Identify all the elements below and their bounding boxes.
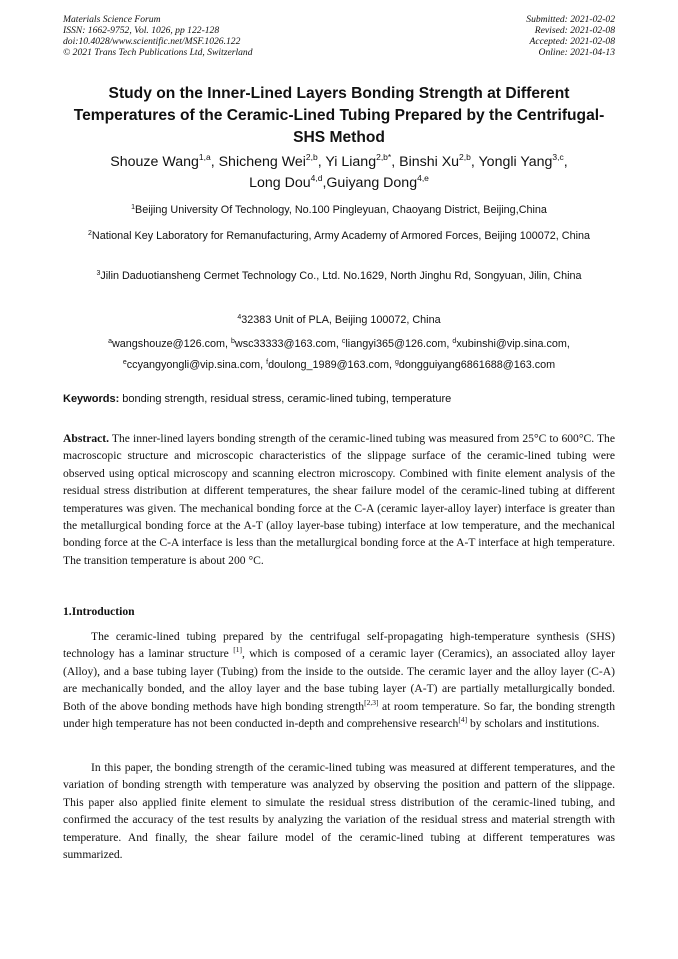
abstract-label: Abstract. xyxy=(63,432,110,445)
author: Yi Liang$^{2,b*}$, xyxy=(325,152,400,170)
intro-paragraph-2: In this paper, the bonding strength of the ceramic-lined tubing was measured at different temperatures, and the variation of bonding strength with temperature was analyzed by observing the position and pattern of the slippage. This paper also applied finite element to simulate the residual stress distribution of the ceramic-lined tubing, and confirmed the accuracy of the test results by analyzing the variation of the residual stress and material strength with temperature. And finally, the shear failure model of the ceramic-lined tubing at different temperatures was summarized. xyxy=(63,761,615,862)
abstract-text: The inner-lined layers bonding strength of the ceramic-lined tubing was measured from 25°C to 600°C. The macroscopic structure and microscopic characteristics of the slippage surface of the ceramic-lined tubing were observed using optical microscopy and scanning electron microscopy. Combined with finite element analysis of the residual stress distribution at different temperatures, the shear failure model of the ceramic-lined tubing at different temperatures was given. The mechanical bonding force at the C-A (ceramic layer-alloy layer) interface is greater than the metallurgical bonding force at the A-T (alloy layer-base tubing) interface at low temperature, and the mechanical bonding force at the C-A interface is less than the metallurgical bonding force at the A-T interface at high temperature. The transition temperature is about 200 °C. xyxy=(63,432,615,567)
journal-issn: ISSN: 1662-9752, Vol. 1026, pp 122-128 xyxy=(63,25,220,36)
date-accepted: Accepted: 2021-02-08 xyxy=(529,36,615,47)
email-address[interactable]: $^e$ccyangyongli@vip.sina.com, xyxy=(122,359,267,371)
author: Long Dou$^{4,d}$, xyxy=(249,173,327,191)
author: Guiyang Dong$^{4,e}$ xyxy=(326,173,429,191)
journal-info xyxy=(63,14,253,58)
email-list xyxy=(58,334,620,376)
email-address[interactable]: $^c$liangyi365@126.com, xyxy=(341,338,453,350)
journal-name: Materials Science Forum xyxy=(63,14,161,25)
abstract xyxy=(63,430,615,569)
email-address[interactable]: $^b$wsc33333@163.com, xyxy=(231,338,342,350)
affiliation-4: $^4$32383 Unit of PLA, Beijing 100072, China xyxy=(237,314,441,326)
publication-dates xyxy=(526,14,615,58)
affiliation-3: $^3$Jilin Daduotiansheng Cermet Technology Co., Ltd. No.1629, North Jinghu Rd, Songyuan, Jilin, China xyxy=(96,270,582,282)
keywords-text: bonding strength, residual stress, ceramic-lined tubing, temperature xyxy=(119,393,452,405)
citation[interactable]: [2,3] xyxy=(364,697,379,707)
journal-copyright: © 2021 Trans Tech Publications Ltd, Switzerland xyxy=(63,47,253,58)
email-address[interactable]: $^a$wangshouze@126.com, xyxy=(108,338,231,350)
date-revised: Revised: 2021-02-08 xyxy=(534,25,615,36)
journal-doi: doi:10.4028/www.scientific.net/MSF.1026.122 xyxy=(63,36,241,47)
email-address[interactable]: $^d$xubinshi@vip.sina.com, xyxy=(452,338,570,350)
intro-paragraph-1: The ceramic-lined tubing prepared by the centrifugal self-propagating high-temperature synthesis (SHS) technology has a laminar structure [1], which is composed of a ceramic layer (Ceramics), an associated alloy layer (Alloy), and a base tubing layer (Tubing) from the inside to the outside. The ceramic layer and the alloy layer (C-A) are mechanically bonded, and the alloy layer and the base tubing layer (A-T) are partially metallurgically bonded. Both of the above bonding methods have high bonding strength[2,3] at room temperature. So far, the bonding strength under high temperature has not been conducted in-depth and comprehensive research[4] by scholars and institutions. xyxy=(63,630,615,731)
date-online: Online: 2021-04-13 xyxy=(538,47,615,58)
paper-title: Study on the Inner-Lined Layers Bonding Strength at Different Temperatures of the Ceramic-Lined Tubing Prepared by the Centrifugal-SHS Method xyxy=(73,85,605,146)
citation[interactable]: [4] xyxy=(458,715,468,725)
email-address[interactable]: $^g$dongguiyang6861688@163.com xyxy=(394,359,556,371)
author: Yongli Yang$^{3,c}$, xyxy=(478,152,568,170)
affiliation-2: $^2$National Key Laboratory for Remanufacturing, Army Academy of Armored Forces, Beijing 100072, China xyxy=(87,230,591,242)
email-address[interactable]: $^f$doulong_1989@163.com, xyxy=(266,359,395,371)
affiliation-1: $^1$Beijing University Of Technology, No.100 Pingleyuan, Chaoyang District, Beijing,China xyxy=(131,204,547,216)
citation[interactable]: [1] xyxy=(233,645,242,655)
author: Shouze Wang$^{1,a}$, xyxy=(110,152,219,170)
author: Shicheng Wei$^{2,b}$, xyxy=(218,152,326,170)
keywords-label: Keywords: xyxy=(63,393,120,405)
section-heading-introduction: 1.Introduction xyxy=(63,605,135,618)
keywords xyxy=(63,390,615,408)
author: Binshi Xu$^{2,b}$, xyxy=(399,152,479,170)
date-submitted: Submitted: 2021-02-02 xyxy=(526,14,615,25)
author-list xyxy=(50,152,628,194)
